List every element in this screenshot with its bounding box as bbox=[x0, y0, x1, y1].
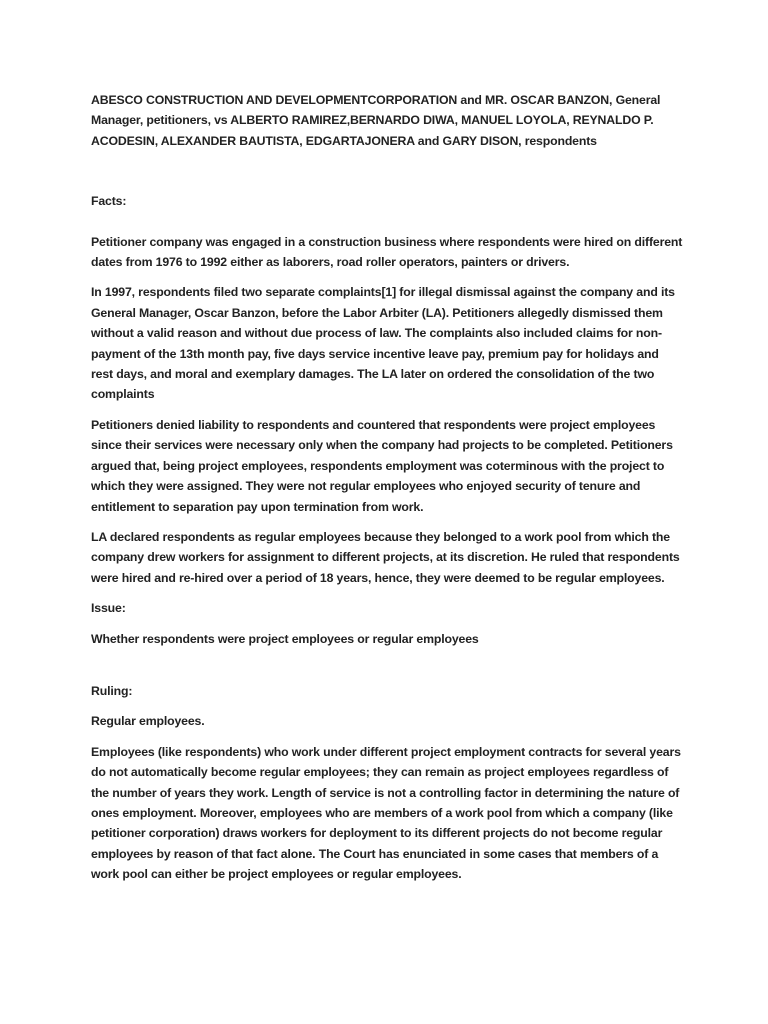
ruling-heading: Ruling: bbox=[91, 683, 133, 698]
issue-text: Whether respondents were project employees or regular employees bbox=[91, 631, 479, 646]
facts-paragraph-1: Petitioner company was engaged in a construction business where respondents were hired on different dates from 1976 to 1992 either as laborers, road roller operators, painters or drivers. bbox=[91, 234, 683, 270]
facts-heading: Facts: bbox=[91, 194, 127, 209]
case-title: ABESCO CONSTRUCTION AND DEVELOPMENTCORPORATION and MR. OSCAR BANZON, General Manager, petitioners, vs ALBERTO RAMIREZ,BERNARDO DIWA, MANUEL LOYOLA, REYNALDO P. ACODESIN, ALEXANDER BAUTISTA, EDGARTAJONERA and GARY DISON, respondents bbox=[91, 93, 661, 148]
issue-heading: Issue: bbox=[91, 601, 126, 616]
facts-paragraph-4: LA declared respondents as regular employees because they belonged to a work pool from which the company drew workers for assignment to different projects, at its discretion. He ruled that respondents were hired and re-hired over a period of 18 years, hence, they were deemed to be regular employees. bbox=[91, 529, 680, 585]
ruling-paragraph-2: Employees (like respondents) who work under different project employment contracts for several years do not automatically become regular employees; they can remain as project employees regardless of the number of years they work. Length of service is not a controlling factor in determining the nature of ones employment. Moreover, employees who are members of a work pool from which a company (like petitioner corporation) draws workers for deployment to its different projects do not become regular employees by reason of that fact alone. The Court has enunciated in some cases that members of a work pool can either be project employees or regular employees. bbox=[91, 744, 681, 882]
ruling-paragraph-1: Regular employees. bbox=[91, 714, 205, 729]
facts-paragraph-2: In 1997, respondents filed two separate complaints[1] for illegal dismissal against the company and its General Manager, Oscar Banzon, before the Labor Arbiter (LA). Petitioners allegedly dismissed them without a valid reason and without due process of law. The complaints also included claims for non-payment of the 13th month pay, five days service incentive leave pay, premium pay for holidays and rest days, and moral and exemplary damages. The LA later on ordered the consolidation of the two complaints bbox=[91, 285, 675, 402]
document-body bbox=[91, 90, 683, 895]
facts-paragraph-3: Petitioners denied liability to respondents and countered that respondents were project employees since their services were necessary only when the company had projects to be completed. Petitioners argued that, being project employees, respondents employment was coterminous with the project to which they were assigned. They were not regular employees who enjoyed security of tenure and entitlement to separation pay upon termination from work. bbox=[91, 417, 673, 514]
